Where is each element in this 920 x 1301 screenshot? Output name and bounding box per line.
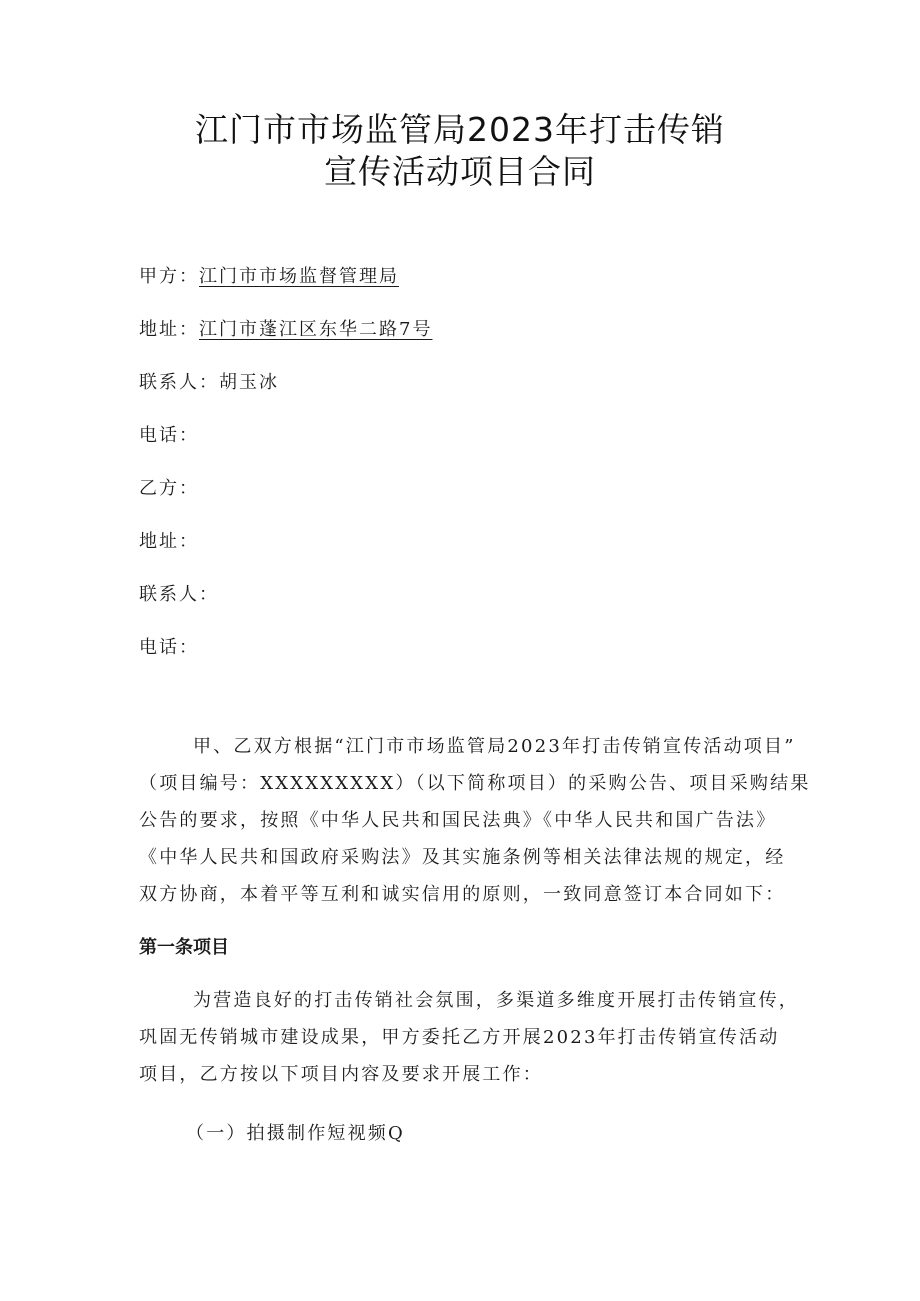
article-1-line: 项目，乙方按以下项目内容及要求开展工作： — [139, 1064, 543, 1085]
intro-line: 公告的要求，按照《中华人民共和国民法典》《中华人民共和国广告法》 — [139, 810, 777, 831]
intro-line: （项目编号：XXXXXXXXX）（以下简称项目）的采购公告、项目采购结果 — [139, 773, 811, 794]
party-b-name-field — [139, 476, 199, 502]
party-b-address-label: 地址： — [139, 531, 199, 552]
party-b-address-field — [139, 529, 199, 555]
party-a-phone-field — [139, 423, 199, 449]
party-a-contact-field — [139, 370, 279, 396]
article-1-line: 为营造良好的打击传销社会氛围，多渠道多维度开展打击传销宣传， — [193, 990, 799, 1011]
party-a-name-label: 甲方： — [139, 266, 199, 287]
article-1-line: 巩固无传销城市建设成果，甲方委托乙方开展2023年打击传销宣传活动 — [139, 1027, 780, 1048]
article-1-heading: 第一条项目 — [139, 937, 229, 958]
party-b-name-label: 乙方： — [139, 478, 199, 499]
party-a-address-value: 江门市蓬江区东华二路7号 — [199, 319, 433, 340]
intro-line: 甲、乙双方根据“江门市市场监管局2023年打击传销宣传活动项目” — [193, 736, 796, 757]
contract-title-line-2: 宣传活动项目合同 — [324, 152, 596, 191]
party-a-phone-label: 电话： — [139, 425, 199, 446]
party-a-name-value: 江门市市场监督管理局 — [199, 266, 399, 287]
party-a-name-field — [139, 264, 399, 290]
contract-title-line-1: 江门市市场监管局2023年打击传销 — [195, 110, 725, 149]
party-a-address-field — [139, 317, 432, 343]
party-b-contact-field — [139, 582, 219, 608]
party-a-contact-value: 胡玉冰 — [219, 372, 279, 393]
party-a-contact-label: 联系人： — [139, 372, 219, 393]
intro-line: 《中华人民共和国政府采购法》及其实施条例等相关法律法规的规定，经 — [139, 847, 786, 868]
party-b-contact-label: 联系人： — [139, 584, 219, 605]
intro-line: 双方协商，本着平等互利和诚实信用的原则，一致同意签订本合同如下： — [139, 884, 786, 905]
article-1-item-1: （一）拍摄制作短视频Q — [186, 1123, 405, 1144]
party-b-phone-label: 电话： — [139, 637, 199, 658]
party-a-address-label: 地址： — [139, 319, 199, 340]
party-b-phone-field — [139, 635, 199, 661]
